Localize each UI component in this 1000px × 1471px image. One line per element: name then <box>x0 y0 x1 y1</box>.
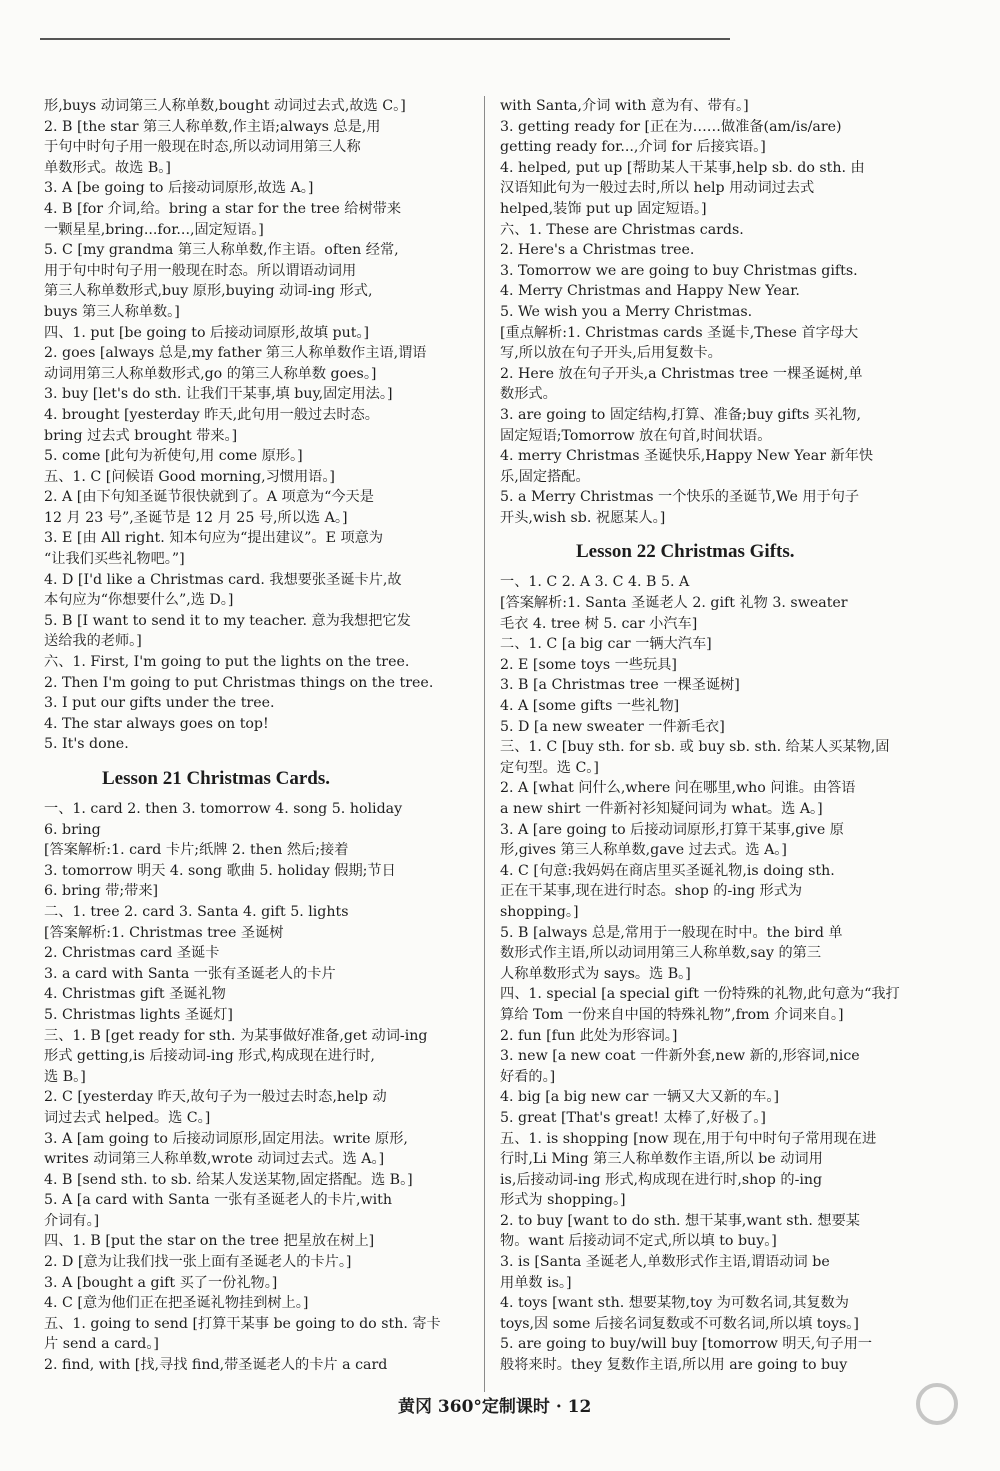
left-text-line: 2. C [yesterday 昨天,故句子为一般过去时态,help 动 <box>44 1089 387 1106</box>
right-text-line: 数形式。 <box>500 386 557 403</box>
left-text-line: 四、1. put [be going to 后接动词原形,故填 put。] <box>44 324 370 341</box>
right-text-line: 3. new [a new coat 一件新外套,new 新的,形容词,nice <box>500 1048 860 1065</box>
left-text-line: 五、1. C [问候语 Good morning,习惯用语。] <box>44 468 335 485</box>
left-text-line: 四、1. B [put the star on the tree 把星放在树上] <box>44 1233 375 1250</box>
right-text-line: 汉语知此句为一般过去时,所以 help 用动词过去式 <box>500 180 815 197</box>
left-text-line: buys 第三人称单数。] <box>44 303 180 320</box>
right-text-line: 般将来时。they 复数作主语,所以用 are going to buy <box>500 1357 848 1374</box>
left-text-line: 3. I put our gifts under the tree. <box>44 695 275 712</box>
left-text-line: 五、1. going to send [打算干某事 be going to do sth. 寄卡 <box>44 1315 441 1332</box>
left-text-line: 4. C [意为他们正在把圣诞礼物挂到树上。] <box>44 1295 309 1312</box>
left-text-line: 5. B [I want to send it to my teacher. 意为我想把它发 <box>44 612 411 629</box>
right-text-line: 2. fun [fun 此处为形容词。] <box>500 1027 678 1044</box>
left-lesson-heading: Lesson 21 Christmas Cards. <box>102 768 331 789</box>
right-text-line: 一、1. C 2. A 3. C 4. B 5. A <box>500 574 690 591</box>
left-text-line: 4. B [send sth. to sb. 给某人发送某物,固定搭配。选 B。] <box>44 1171 413 1188</box>
left-text-line: 3. buy [let's do sth. 让我们干某事,填 buy,固定用法。] <box>44 386 393 403</box>
left-text-line: 2. Christmas card 圣诞卡 <box>44 945 220 962</box>
right-text-line: 二、1. C [a big car 一辆大汽车] <box>500 636 712 653</box>
right-text-line: 4. A [some gifts 一些礼物] <box>500 698 680 715</box>
left-text-line: 4. Christmas gift 圣诞礼物 <box>44 986 226 1003</box>
right-text-line: 4. Merry Christmas and Happy New Year. <box>500 283 800 300</box>
right-text-line: 三、1. C [buy sth. for sb. 或 buy sb. sth. 给某人买某物,固 <box>500 739 890 756</box>
right-text-line: 5. D [a new sweater 一件新毛衣] <box>500 718 725 735</box>
left-text-line: 送给我的老师。] <box>44 633 142 650</box>
watermark-seal-icon <box>916 1383 958 1425</box>
left-column <box>44 96 464 1376</box>
right-text-line: 正在干某事,现在进行时态。shop 的-ing 形式为 <box>500 883 803 900</box>
right-text-line: 四、1. special [a special gift 一份特殊的礼物,此句意为“我打 <box>500 986 900 1003</box>
left-text-line: 2. D [意为让我们找一张上面有圣诞老人的卡片。] <box>44 1254 352 1271</box>
left-text-line: [答案解析:1. card 卡片;纸牌 2. then 然后;接着 <box>44 842 349 859</box>
left-text-line: 动词用第三人称单数形式,go 的第三人称单数 goes。] <box>44 365 377 382</box>
right-text-line: 物。want 后接动词不定式,所以填 to buy。] <box>500 1233 777 1250</box>
left-text-line: 三、1. B [get ready for sth. 为某事做好准备,get 动词-ing <box>44 1027 428 1044</box>
right-text-line: getting ready for...,介词 for 后接宾语。] <box>500 139 766 156</box>
right-text-line: 定句型。选 C。] <box>500 759 599 776</box>
left-text-line: 5. C [my grandma 第三人称单数,作主语。often 经常, <box>44 242 399 259</box>
left-text-line: 一、1. card 2. then 3. tomorrow 4. song 5. holiday <box>44 801 403 817</box>
right-text-line: 3. A [are going to 后接动词原形,打算干某事,give 原 <box>500 821 844 838</box>
left-text-line: 2. A [由下句知圣诞节很快就到了。A 项意为“今天是 <box>44 489 374 506</box>
right-text-line: a new shirt 一件新衬衫知疑问词为 what。选 A。] <box>500 801 823 817</box>
right-text-line: 5. are going to buy/will buy [tomorrow 明天,句子用一 <box>500 1336 873 1353</box>
left-text-line: 一颗星星,bring...for...,固定短语。] <box>44 221 264 238</box>
right-text-line: 4. C [句意:我妈妈在商店里买圣诞礼物,is doing sth. <box>500 862 835 879</box>
right-text-line: helped,装饰 put up 固定短语。] <box>500 200 707 217</box>
left-text-line: writes 动词第三人称单数,wrote 动词过去式。选 A。] <box>44 1151 385 1168</box>
left-text-line: 第三人称单数形式,buy 原形,buying 动词-ing 形式, <box>44 283 373 300</box>
left-text-line: 3. tomorrow 明天 4. song 歌曲 5. holiday 假期;节日 <box>44 862 396 879</box>
left-text-line: 4. D [I'd like a Christmas card. 我想要张圣诞卡片,故 <box>44 571 402 588</box>
left-text-line: 形,buys 动词第三人称单数,bought 动词过去式,故选 C。] <box>44 98 406 114</box>
left-text-line: 选 B。] <box>44 1068 86 1085</box>
right-text-line: 3. Tomorrow we are going to buy Christmas gifts. <box>500 262 858 279</box>
right-text-line: 2. E [some toys 一些玩具] <box>500 656 677 673</box>
right-text-line: 形式为 shopping。] <box>500 1192 626 1209</box>
left-text-line: “让我们买些礼物吧。”] <box>44 551 185 568</box>
right-text-line: 人称单数形式为 says。选 B。] <box>500 965 691 982</box>
right-text-line: 2. to buy [want to do sth. 想干某事,want sth. 想要某 <box>500 1212 860 1229</box>
left-text-line: 2. find, with [找,寻找 find,带圣诞老人的卡片 a card <box>44 1357 388 1374</box>
left-text-line: 6. bring <box>44 821 101 838</box>
right-text-line: 开头,wish sb. 祝愿某人。] <box>500 509 666 526</box>
right-text-line: 5. great [That's great! 太棒了,好极了。] <box>500 1109 766 1126</box>
left-text-line: 2. Then I'm going to put Christmas things on the tree. <box>44 674 434 691</box>
right-text-line: shopping。] <box>500 903 579 920</box>
right-text-line: toys,因 some 后接名词复数或不可数名词,所以填 toys。] <box>500 1315 859 1332</box>
left-text-line: [答案解析:1. Christmas tree 圣诞树 <box>44 924 284 941</box>
left-text-line: bring 过去式 brought 带来。] <box>44 427 238 444</box>
right-text-line: 写,所以放在句子开头,后用复数卡。 <box>500 345 722 362</box>
left-text-line: 5. Christmas lights 圣诞灯] <box>44 1006 233 1023</box>
right-text-line: 5. a Merry Christmas 一个快乐的圣诞节,We 用于句子 <box>500 489 860 506</box>
right-text-line: 4. helped, put up [帮助某人干某事,help sb. do sth. 由 <box>500 159 865 176</box>
right-text-line: 2. A [what 问什么,where 问在哪里,who 问谁。由答语 <box>500 780 856 797</box>
right-text-line: 数形式作主语,所以动词用第三人称单数,say 的第三 <box>500 945 822 962</box>
left-text-line: 4. The star always goes on top! <box>44 715 269 732</box>
left-text-line: 单数形式。故选 B。] <box>44 159 171 176</box>
right-text-line: 2. Here's a Christmas tree. <box>500 242 695 259</box>
right-text-line: [重点解析:1. Christmas cards 圣诞卡,These 首字母大 <box>500 324 859 341</box>
right-text-line: 算给 Tom 一份来自中国的特殊礼物”,from 介词来自。] <box>500 1006 844 1023</box>
right-text-line: 3. getting ready for [正在为……做准备(am/is/are) <box>500 118 842 135</box>
left-text-line: 六、1. First, I'm going to put the lights on the tree. <box>44 654 410 671</box>
right-text-line: 3. is [Santa 圣诞老人,单数形式作主语,谓语动词 be <box>500 1254 830 1271</box>
left-text-line: 6. bring 带;带来] <box>44 883 159 900</box>
left-text-line: 2. B [the star 第三人称单数,作主语;always 总是,用 <box>44 118 381 135</box>
left-text-line: 于句中时句子用一般现在时态,所以动词用第三人称 <box>44 139 361 156</box>
left-text-line: 形式 getting,is 后接动词-ing 形式,构成现在进行时, <box>44 1048 375 1065</box>
left-text-line: 12 月 23 号”,圣诞节是 12 月 25 号,所以选 A。] <box>44 509 348 526</box>
left-text-line: 4. brought [yesterday 昨天,此句用一般过去时态。 <box>44 406 379 423</box>
left-text-line: 5. It's done. <box>44 736 129 753</box>
left-text-line: 本句应为“你想要什么”,选 D。] <box>44 592 234 609</box>
right-text-line: 4. merry Christmas 圣诞快乐,Happy New Year 新年快 <box>500 448 874 465</box>
left-text-line: 片 send a card。] <box>44 1336 159 1353</box>
top-rule <box>40 38 730 40</box>
left-text-line: 5. come [此句为祈使句,用 come 原形。] <box>44 448 303 465</box>
right-text-line: 3. are going to 固定结构,打算、准备;buy gifts 买礼物, <box>500 406 861 423</box>
right-text-line: [答案解析:1. Santa 圣诞老人 2. gift 礼物 3. sweater <box>500 595 848 612</box>
right-text-line: 4. big [a big new car 一辆又大又新的车。] <box>500 1089 779 1106</box>
left-text-line: 3. a card with Santa 一张有圣诞老人的卡片 <box>44 965 336 982</box>
left-text-line: 3. A [am going to 后接动词原形,固定用法。write 原形, <box>44 1130 408 1147</box>
right-text-line: 好看的。] <box>500 1068 556 1085</box>
page-footer: 黄冈 360°定制课时 · 12 <box>398 1397 592 1417</box>
watermark-logo <box>812 1383 972 1461</box>
right-text-line: 2. Here 放在句子开头,a Christmas tree 一棵圣诞树,单 <box>500 365 863 382</box>
left-text-line: 2. goes [always 总是,my father 第三人称单数作主语,谓语 <box>44 345 427 362</box>
left-text-line: 4. B [for 介词,给。bring a star for the tree 给树带来 <box>44 200 402 217</box>
right-text-line: 固定短语;Tomorrow 放在句首,时间状语。 <box>500 427 772 444</box>
right-text-line: 乐,固定搭配。 <box>500 468 590 485</box>
right-text-line: 五、1. is shopping [now 现在,用于句中时句子常用现在进 <box>500 1130 877 1147</box>
left-text-line: 词过去式 helped。选 C。] <box>44 1109 211 1126</box>
right-text-line: is,后接动词-ing 形式,构成现在进行时,shop 的-ing <box>500 1171 823 1188</box>
left-text-line: 3. A [be going to 后接动词原形,故选 A。] <box>44 180 314 197</box>
right-text-line: 形,gives 第三人称单数,gave 过去式。选 A。] <box>500 842 787 859</box>
right-text-line: 毛衣 4. tree 树 5. car 小汽车] <box>500 615 698 632</box>
right-text-line: 行时,Li Ming 第三人称单数作主语,所以 be 动词用 <box>500 1151 823 1168</box>
right-text-line: 六、1. These are Christmas cards. <box>500 221 744 238</box>
column-divider <box>484 96 485 1392</box>
left-text-line: 5. A [a card with Santa 一张有圣诞老人的卡片,with <box>44 1192 393 1209</box>
left-text-line: 3. A [bought a gift 买了一份礼物。] <box>44 1274 278 1291</box>
right-lesson-heading: Lesson 22 Christmas Gifts. <box>576 541 795 563</box>
left-text-line: 用于句中时句子用一般现在时态。所以谓语动词用 <box>44 262 357 279</box>
right-text-line: 3. B [a Christmas tree 一棵圣诞树] <box>500 677 740 694</box>
right-text-line: with Santa,介词 with 意为有、带有。] <box>500 98 749 114</box>
left-text-line: 二、1. tree 2. card 3. Santa 4. gift 5. lights <box>44 903 349 920</box>
left-text-line: 3. E [由 All right. 知本句应为“提出建议”。E 项意为 <box>44 530 384 547</box>
right-text-line: 用单数 is。] <box>500 1274 572 1291</box>
right-text-line: 5. B [always 总是,常用于一般现在时中。the bird 单 <box>500 924 843 941</box>
right-text-line: 5. We wish you a Merry Christmas. <box>500 303 753 320</box>
right-text-line: 4. toys [want sth. 想要某物,toy 为可数名词,其复数为 <box>500 1295 849 1312</box>
left-text-line: 介词有。] <box>44 1212 100 1229</box>
right-column <box>500 96 940 1376</box>
